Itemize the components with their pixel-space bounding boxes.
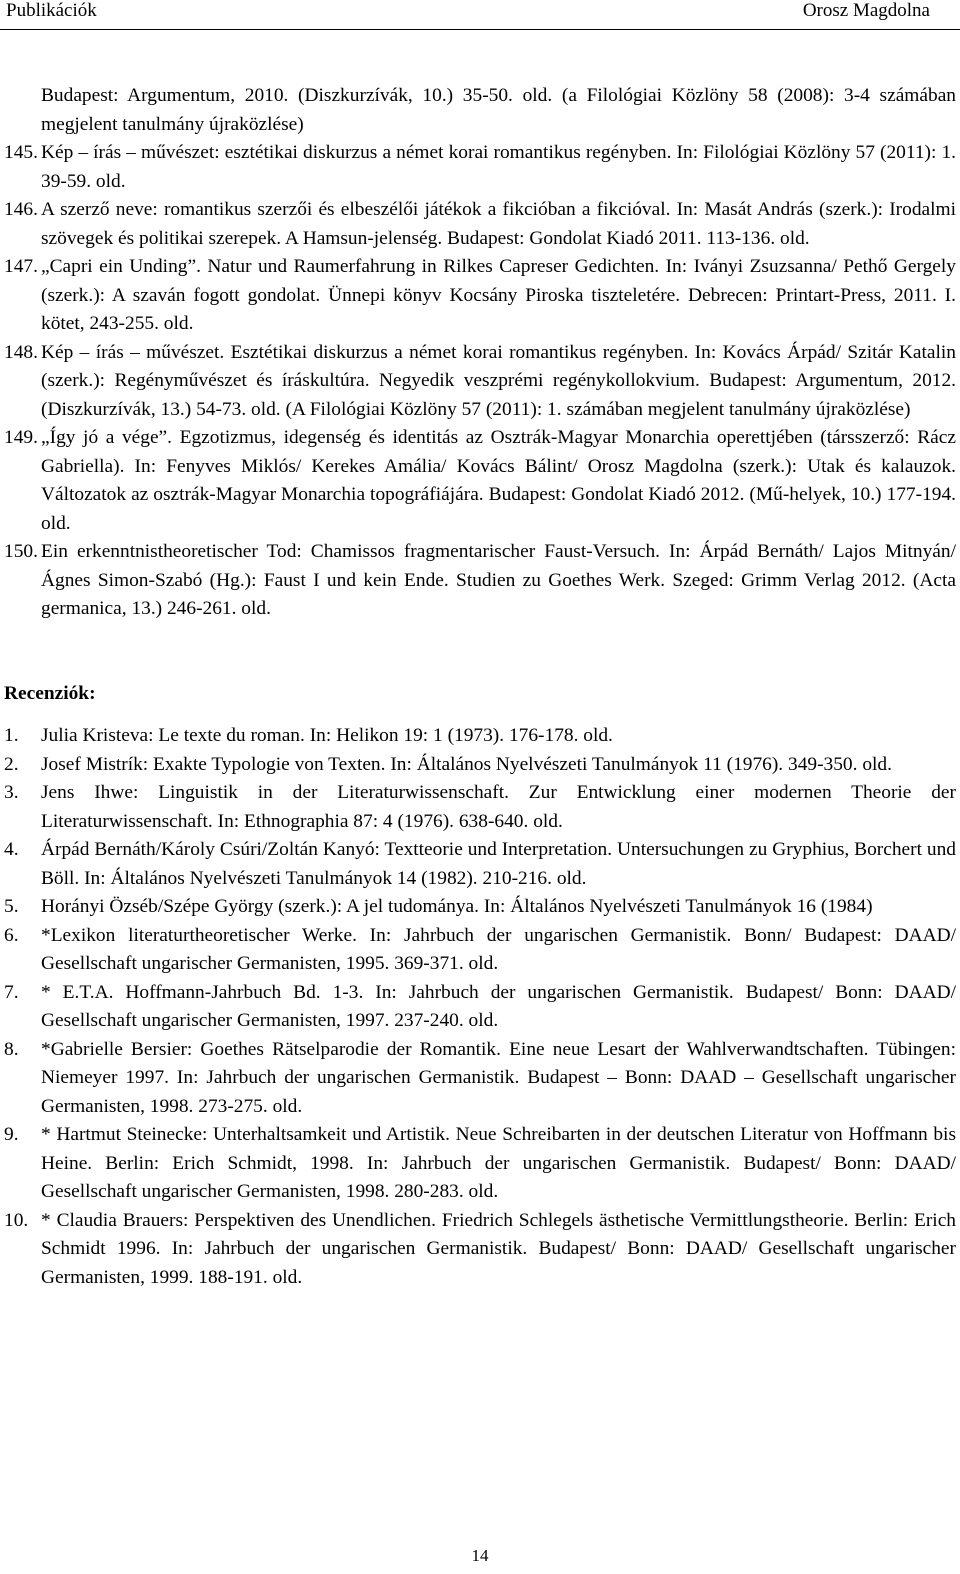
item-number: 149. — [4, 427, 38, 448]
item-text: „Capri ein Unding”. Natur und Raumerfahrung in Rilkes Capreser Gedichten. In: Iványi Zsuzsanna/ Pethő Gergely (szerk.): A szaván fogott gondolat. Ünnepi könyv Kocsány Piroska tiszteletére. Debrecen: Printart-Press, 2011. I. kötet, 243-255. old. — [41, 256, 956, 334]
item-number: 2. — [4, 753, 19, 775]
list-item — [4, 253, 956, 339]
header-left-title: Publikációk — [6, 0, 97, 21]
item-text: Horányi Özséb/Szépe György (szerk.): A jel tudománya. In: Általános Nyelvészeti Tanulmányok 16 (1984) — [41, 896, 873, 917]
list-item — [4, 196, 956, 253]
list-item — [4, 139, 956, 196]
item-text: Josef Mistrík: Exakte Typologie von Texten. In: Általános Nyelvészeti Tanulmányok 11 (1976). 349-350. old. — [41, 753, 892, 775]
list-item — [4, 779, 956, 836]
item-number: 145. — [4, 142, 38, 163]
item-number: 148. — [4, 341, 38, 363]
item-text: *Lexikon literaturtheoretischer Werke. In: Jahrbuch der ungarischen Germanistik. Bonn/ Budapest: DAAD/ Gesellschaft ungarischer Germanisten, 1995. 369-371. old. — [41, 924, 956, 974]
list-item — [4, 538, 956, 624]
item-number: 3. — [4, 782, 19, 803]
list-item — [4, 722, 956, 751]
item-number: 1. — [4, 725, 19, 746]
item-text: A szerző neve: romantikus szerzői és elbeszélői játékok a fikcióban a fikcióval. In: Masát András (szerk.): Irodalmi szövegek és politikai szerepek. A Hamsun-jelenség. Budapest: Gondolat Kiadó 2011. 113-136. old. — [41, 199, 956, 249]
item-number: 10. — [4, 1209, 29, 1231]
item-text: Kép – írás – művészet. Esztétikai diskurzus a német korai romantikus regényben. In: Kovács Árpád/ Szitár Katalin (szerk.): Regényművészet és íráskultúra. Negyedik veszprémi regénykollokvium. Budapest: Argumentum, 2012. (Diszkurzívák, 13.) 54-73. old. (A Filológiai Közlöny 57 (2011): 1. számában megjelent tanulmány újraközlése) — [41, 341, 956, 420]
list-item — [4, 979, 956, 1036]
list-item — [4, 1036, 956, 1122]
item-text: *Gabrielle Bersier: Goethes Rätselparodie der Romantik. Eine neue Lesart der Wahlverwandtschaften. Tübingen: Niemeyer 1997. In: Jahrbuch der ungarischen Germanistik. Budapest – Bonn: DAAD – Gesellschaft ungarischer Germanisten, 1998. 273-275. old. — [41, 1038, 956, 1117]
item-number: 7. — [4, 981, 19, 1003]
page-content — [4, 82, 956, 1292]
list-item — [4, 339, 956, 425]
item-number: 146. — [4, 199, 38, 220]
item-number: 8. — [4, 1038, 19, 1060]
publication-list — [4, 139, 956, 624]
list-item — [4, 836, 956, 893]
header-author: Orosz Magdolna — [802, 0, 930, 21]
item-text: Árpád Bernáth/Károly Csúri/Zoltán Kanyó: Textteorie und Interpretation. Untersuchungen zu Gryphius, Borchert und Böll. In: Általános Nyelvészeti Tanulmányok 14 (1982). 210-216. old. — [41, 839, 956, 889]
item-text: Ein erkenntnistheoretischer Tod: Chamissos fragmentarischer Faust-Versuch. In: Árpád Bernáth/ Lajos Mitnyán/ Ágnes Simon-Szabó (Hg.): Faust I und kein Ende. Studien zu Goethes Werk. Szeged: Grimm Verlag 2012. (Acta germanica, 13.) 246-261. old. — [41, 541, 956, 619]
list-item — [4, 751, 956, 780]
item-text: „Így jó a vége”. Egzotizmus, idegenség és identitás az Osztrák-Magyar Monarchia operettjében (társszerző: Rácz Gabriella). In: Fenyves Miklós/ Kerekes Amália/ Kovács Bálint/ Orosz Magdolna (szerk.): Utak és kalauzok. Változatok az osztrák-Magyar Monarchia topográfiájára. Budapest: Gondolat Kiadó 2012. (Mű-helyek, 10.) 177-194. old. — [41, 427, 956, 534]
item-number: 6. — [4, 924, 19, 946]
review-list — [4, 722, 956, 1292]
item-number: 9. — [4, 1124, 19, 1145]
list-item — [4, 922, 956, 979]
item-text: Julia Kristeva: Le texte du roman. In: Helikon 19: 1 (1973). 176-178. old. — [41, 725, 613, 746]
item-text: * Hartmut Steinecke: Unterhaltsamkeit und Artistik. Neue Schreibarten in der deutschen Literatur von Hoffmann bis Heine. Berlin: Erich Schmidt, 1998. In: Jahrbuch der ungarischen Germanistik. Budapest/ Bonn: DAAD/ Gesellschaft ungarischer Germanisten, 1998. 280-283. old. — [41, 1124, 956, 1202]
list-item — [4, 424, 956, 538]
item-number: 150. — [4, 541, 38, 562]
item-text: * E.T.A. Hoffmann-Jahrbuch Bd. 1-3. In: Jahrbuch der ungarischen Germanistik. Budapest/ Bonn: DAAD/ Gesellschaft ungarischer Germanisten, 1997. 237-240. old. — [41, 981, 956, 1031]
continued-entry: Budapest: Argumentum, 2010. (Diszkurzívák, 10.) 35-50. old. (a Filológiai Közlöny 58 (2008): 3-4 számában megjelent tanulmány újraközlése) — [41, 85, 956, 135]
page-header — [0, 0, 960, 30]
section-heading: Recenziók: — [4, 682, 96, 704]
page-number: 14 — [471, 1546, 489, 1565]
item-text: Jens Ihwe: Linguistik in der Literaturwissenschaft. Zur Entwicklung einer modernen Theorie der Literaturwissenschaft. In: Ethnographia 87: 4 (1976). 638-640. old. — [41, 782, 956, 832]
list-item — [4, 1207, 956, 1293]
list-item — [4, 893, 956, 922]
item-text: Kép – írás – művészet: esztétikai diskurzus a német korai romantikus regényben. In: Filológiai Közlöny 57 (2011): 1. 39-59. old. — [41, 142, 956, 192]
list-item — [4, 1121, 956, 1207]
item-number: 147. — [4, 256, 38, 277]
item-text: * Claudia Brauers: Perspektiven des Unendlichen. Friedrich Schlegels ästhetische Vermittlungstheorie. Berlin: Erich Schmidt 1996. In: Jahrbuch der ungarischen Germanistik. Budapest/ Bonn: DAAD/ Gesellschaft ungarischer Germanisten, 1999. 188-191. old. — [41, 1209, 956, 1288]
item-number: 5. — [4, 896, 19, 917]
item-number: 4. — [4, 839, 19, 860]
